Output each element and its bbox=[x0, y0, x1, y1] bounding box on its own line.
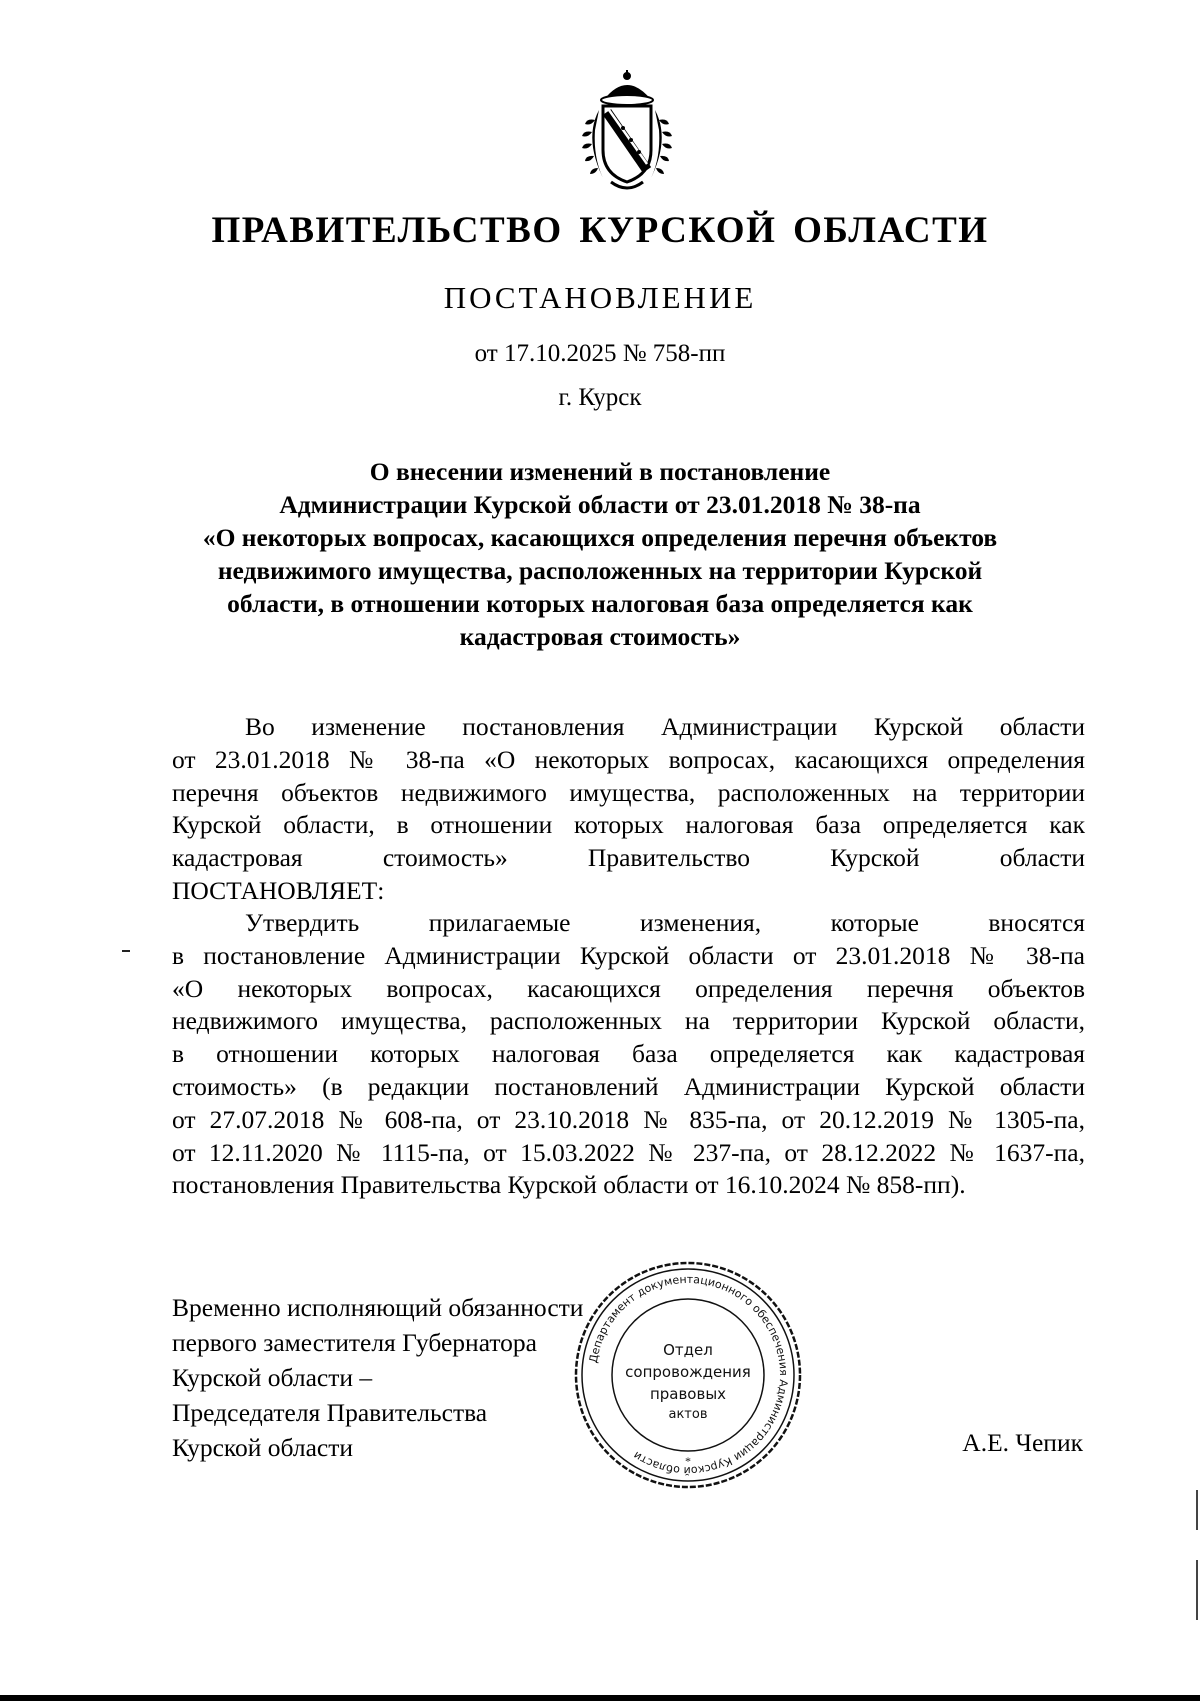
paragraph-line: в отношении которых налоговая база определяется как кадастровая bbox=[172, 1039, 1085, 1069]
signatory-name: А.Е. Чепик bbox=[962, 1428, 1083, 1457]
document-type: ПОСТАНОВЛЕНИЕ bbox=[443, 280, 757, 315]
paragraph-line: Утвердить прилагаемые изменения, которые вносятся bbox=[245, 908, 1085, 937]
subject-line: О внесении изменений в постановление bbox=[369, 457, 831, 486]
body-paragraph-2 bbox=[172, 907, 1085, 1202]
paragraph-line: от 27.07.2018 № 608-па, от 23.10.2018 № 835-па, от 20.12.2019 № 1305-па, bbox=[172, 1104, 1085, 1134]
paragraph-line: ПОСТАНОВЛЯЕТ: bbox=[172, 875, 385, 905]
position-line: Председателя Правительства bbox=[172, 1398, 488, 1427]
stamp-center-line: актов bbox=[668, 1407, 708, 1422]
position-line: Временно исполняющий обязанности bbox=[172, 1293, 584, 1322]
stamp-center-line: Отдел bbox=[663, 1341, 713, 1359]
stamp-center-line: сопровождения bbox=[625, 1363, 751, 1381]
subject-line: «О некоторых вопросах, касающихся определения перечня объектов bbox=[202, 523, 998, 552]
scan-bottom-edge bbox=[0, 1695, 1200, 1701]
paragraph-line: стоимость» (в редакции постановлений Администрации Курской области bbox=[172, 1071, 1085, 1101]
paragraph-line: недвижимого имущества, расположенных на территории Курской области, bbox=[172, 1006, 1085, 1036]
scan-edge-mark bbox=[1196, 1560, 1198, 1620]
subject-line: кадастровая стоимость» bbox=[459, 622, 741, 651]
paragraph-line: постановления Правительства Курской области от 16.10.2024 № 858-пп). bbox=[172, 1170, 966, 1200]
official-stamp bbox=[568, 1255, 808, 1495]
paragraph-line: перечня объектов недвижимого имущества, расположенных на территории bbox=[172, 777, 1085, 807]
signatory-position bbox=[172, 1290, 583, 1465]
document-city: г. Курск bbox=[558, 384, 642, 411]
svg-text:*: * bbox=[685, 1454, 691, 1468]
document-date-number: от 17.10.2025 № 758-пп bbox=[474, 340, 726, 367]
coat-of-arms-emblem bbox=[565, 70, 690, 195]
paragraph-line: Во изменение постановления Администрации Курской области bbox=[245, 712, 1085, 741]
subject-line: недвижимого имущества, расположенных на территории Курской bbox=[217, 556, 983, 585]
margin-mark bbox=[122, 950, 130, 952]
stamp-center-line: правовых bbox=[649, 1385, 727, 1403]
position-line: первого заместителя Губернатора bbox=[172, 1328, 537, 1357]
subject-line: Администрации Курской области от 23.01.2018 № 38-па bbox=[279, 490, 921, 519]
paragraph-line: Курской области, в отношении которых налоговая база определяется как bbox=[172, 810, 1085, 840]
organization-title: ПРАВИТЕЛЬСТВО КУРСКОЙ ОБЛАСТИ bbox=[211, 210, 989, 251]
document-subject bbox=[170, 455, 1030, 653]
paragraph-line: от 12.11.2020 № 1115-па, от 15.03.2022 № 237-па, от 28.12.2022 № 1637-па, bbox=[172, 1137, 1085, 1167]
position-line: Курской области bbox=[172, 1433, 354, 1462]
paragraph-line: кадастровая стоимость» Правительство Курской области bbox=[172, 843, 1085, 873]
paragraph-line: в постановление Администрации Курской области от 23.01.2018 № 38-па bbox=[172, 940, 1085, 970]
position-line: Курской области – bbox=[172, 1363, 373, 1392]
paragraph-line: «О некоторых вопросах, касающихся определения перечня объектов bbox=[172, 973, 1085, 1003]
body-paragraph-1 bbox=[172, 711, 1085, 908]
paragraph-line: от 23.01.2018 № 38-па «О некоторых вопросах, касающихся определения bbox=[172, 744, 1085, 774]
scan-edge-mark bbox=[1196, 1490, 1198, 1530]
subject-line: области, в отношении которых налоговая база определяется как bbox=[227, 589, 973, 618]
stamp-ring-text: Департамент документационного обеспечения Администрации Курской области bbox=[586, 1272, 791, 1478]
